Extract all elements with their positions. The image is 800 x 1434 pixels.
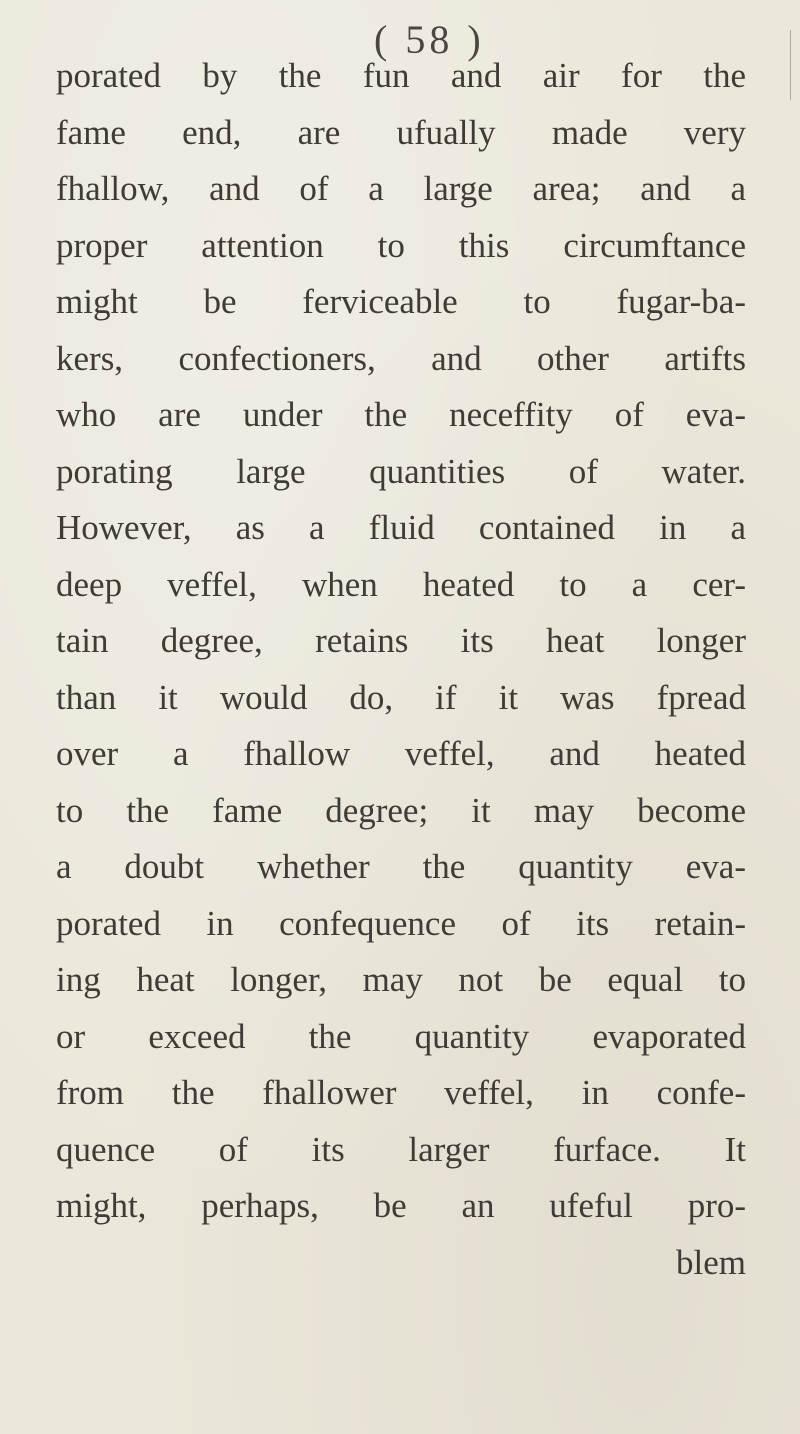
text-line: porating large quantities of water.	[56, 451, 746, 491]
text-line: kers, confectioners, and other artifts	[56, 338, 746, 378]
text-line: porated by the fun and air for the	[56, 56, 746, 95]
text-line: tain degree, retains its heat longer	[56, 621, 746, 660]
catchword: blem	[676, 1242, 746, 1282]
text-line: a doubt whether the quantity eva-	[56, 847, 746, 886]
text-line: proper attention to this circumftance	[56, 225, 746, 265]
text-line: than it would do, if it was fpread	[56, 677, 746, 717]
text-line: might, perhaps, be an ufeful pro-	[56, 1186, 746, 1225]
text-line: from the fhallower veffel, in confe-	[56, 1073, 746, 1112]
text-line: to the fame degree; it may become	[56, 790, 746, 830]
text-line: quence of its larger furface. It	[56, 1129, 746, 1169]
text-line: might be ferviceable to fugar-ba-	[56, 282, 746, 321]
page-edge-mark	[790, 30, 791, 100]
text-line: over a fhallow veffel, and heated	[56, 734, 746, 773]
page-number: ( 58 )	[374, 17, 485, 62]
text-line: ing heat longer, may not be equal to	[56, 960, 746, 999]
text-line: who are under the neceffity of eva-	[56, 395, 746, 434]
text-line: deep veffel, when heated to a cer-	[56, 564, 746, 604]
text-line: porated in confequence of its retain-	[56, 903, 746, 943]
text-line: or exceed the quantity evaporated	[56, 1016, 746, 1056]
text-line: fame end, are ufually made very	[56, 112, 746, 152]
text-line: However, as a fluid contained in a	[56, 508, 746, 547]
text-line: fhallow, and of a large area; and a	[56, 169, 746, 208]
body-text	[56, 48, 746, 1291]
